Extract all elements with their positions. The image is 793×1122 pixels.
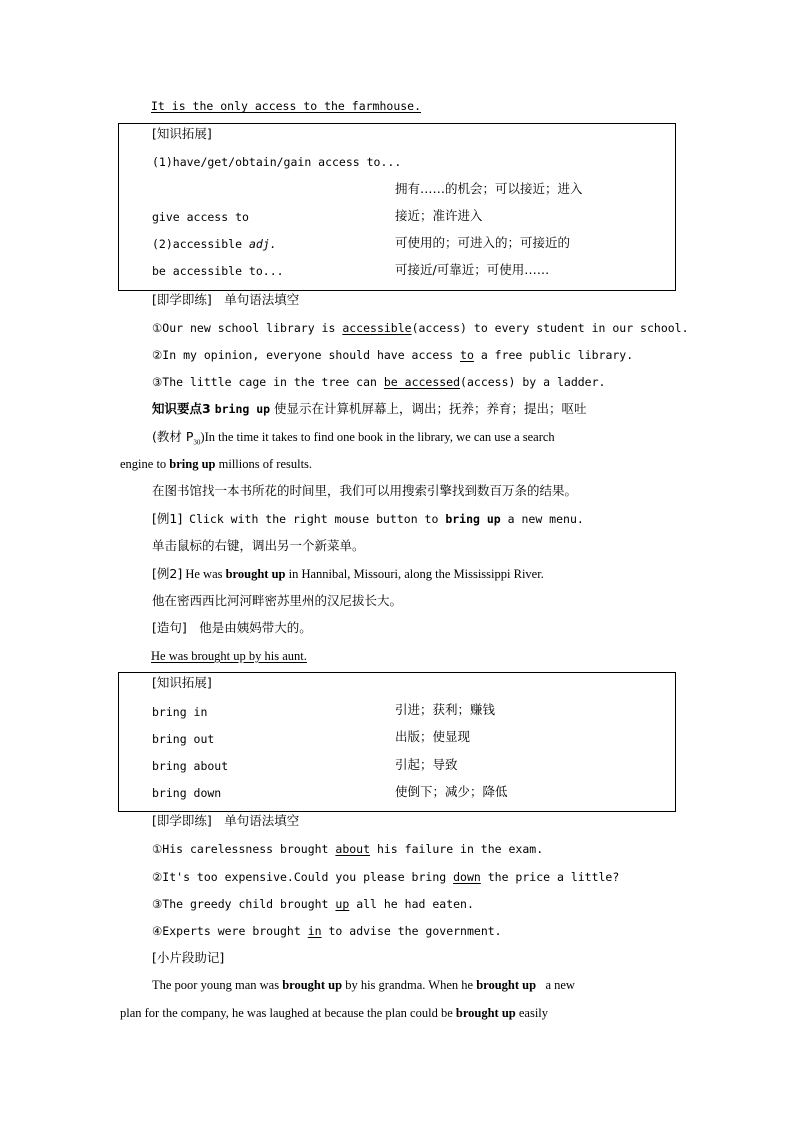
textbook-bold: bring up (169, 457, 216, 471)
item-text: ②It's too expensive.Could you please bring (152, 870, 454, 884)
item-answer: about (335, 842, 371, 856)
practice1-item-2 (152, 347, 633, 363)
make-sentence-answer: He was brought up by his aunt. (151, 649, 307, 663)
item-text: ③The little cage in the tree can (152, 375, 384, 389)
point-meaning: 使显示在计算机屏幕上，调出；抚养；养育；提出；呕吐 (270, 401, 587, 416)
example-bold: brought up (225, 567, 286, 581)
example-2 (152, 566, 544, 582)
box1-row3-right: 接近；准许进入 (395, 208, 483, 223)
textbook-page: 30 (193, 438, 201, 447)
memory-text: The poor young man was (152, 978, 283, 992)
memory-line-2 (120, 1005, 548, 1021)
practice1-heading: [即学即练] 单句语法填空 (152, 292, 300, 307)
textbook-text: In the time it takes to find one book in the library, we can use a search (204, 430, 555, 444)
example-1 (152, 511, 584, 527)
box1-row4-word: (2)accessible (152, 237, 249, 251)
item-answer: to (460, 348, 474, 362)
item-text: (access) by a ladder. (460, 375, 606, 389)
textbook-translation: 在图书馆找一本书所花的时间里，我们可以用搜索引擎找到数百万条的结果。 (152, 483, 578, 498)
textbook-line-2 (120, 456, 312, 472)
box1-row4-right: 可使用的；可进入的；可接近的 (395, 235, 571, 250)
item-answer: in (307, 924, 322, 938)
practice2-item-1 (152, 841, 543, 857)
answer-sentence-access: It is the only access to the farmhouse. (151, 99, 422, 113)
memory-heading: [小片段助记] (152, 950, 225, 965)
memory-line-1 (152, 977, 575, 993)
item-text: ②In my opinion, everyone should have access (152, 348, 461, 362)
example-1-translation: 单击鼠标的右键，调出另一个新菜单。 (152, 538, 365, 553)
box2-row1-right: 引进；获利；赚钱 (395, 702, 496, 717)
memory-bold: brought up (282, 978, 343, 992)
item-answer: down (453, 870, 481, 884)
box1-row3-left: give access to (152, 210, 249, 224)
box1-title: [知识拓展] (152, 126, 212, 141)
practice2-heading: [即学即练] 单句语法填空 (152, 813, 300, 828)
box1-row5-left: be accessible to... (152, 264, 284, 278)
make-sentence (152, 620, 312, 636)
memory-text: a new (536, 978, 575, 992)
practice2-item-3 (152, 896, 474, 912)
example-label: [例1] (152, 511, 183, 526)
box1-row1-left: (1)have/get/obtain/gain access to... (152, 155, 402, 169)
box2-row1-left: bring in (152, 705, 208, 719)
practice2-item-2 (152, 869, 619, 885)
box2-row2-right: 出版；使显现 (395, 729, 471, 744)
box2-row2-left: bring out (152, 732, 215, 746)
textbook-text: millions of results. (215, 457, 313, 471)
example-text: He was (182, 567, 226, 581)
memory-text: easily (515, 1006, 549, 1020)
item-answer: accessible (342, 321, 412, 335)
item-answer: be accessed (383, 375, 461, 389)
box2-row3-right: 引起；导致 (395, 757, 458, 772)
memory-text: by his grandma. When he (342, 978, 477, 992)
box1-row4-left (152, 236, 277, 252)
textbook-text: engine to (120, 457, 170, 471)
point-label: 知识要点3 (152, 401, 211, 416)
example-text: a new menu. (500, 512, 584, 526)
box1-row4-pos: adj. (248, 237, 277, 251)
item-text: a free public library. (473, 348, 634, 362)
practice1-item-1 (152, 320, 689, 336)
box2-row3-left: bring about (152, 759, 229, 773)
memory-text: plan for the company, he was laughed at because the plan could be (120, 1006, 456, 1020)
item-text: ④Experts were brought (152, 924, 308, 938)
example-2-translation: 他在密西西比河河畔密苏里州的汉尼拔长大。 (152, 593, 403, 608)
item-text: all he had eaten. (349, 897, 474, 911)
textbook-ref-close: ) (200, 430, 205, 444)
practice2-item-4 (152, 923, 502, 939)
example-bold: bring up (445, 512, 501, 526)
knowledge-point-3 (152, 401, 587, 417)
practice1-item-3 (152, 374, 605, 390)
item-text: his failure in the exam. (370, 842, 544, 856)
box1-row5-right: 可接近/可靠近；可使用…… (395, 262, 550, 277)
item-text: ①His carelessness brought (152, 842, 336, 856)
box2-title: [知识拓展] (152, 675, 212, 690)
example-text: Click with the right mouse button to (182, 512, 446, 526)
make-sentence-label: [造句] (152, 620, 187, 635)
box2-row4-right: 使倒下；减少；降低 (395, 784, 508, 799)
example-label: [例2] (152, 566, 183, 581)
make-sentence-prompt: 他是由姨妈带大的。 (186, 620, 312, 635)
item-text: ③The greedy child brought (152, 897, 336, 911)
box2-row4-left: bring down (152, 786, 222, 800)
item-answer: up (335, 897, 350, 911)
memory-bold: brought up (476, 978, 537, 992)
textbook-line-1 (152, 429, 555, 451)
item-text: the price a little? (480, 870, 620, 884)
item-text: (access) to every student in our school. (411, 321, 689, 335)
item-text: ①Our new school library is (152, 321, 343, 335)
example-text: in Hannibal, Missouri, along the Mississippi River. (285, 567, 544, 581)
item-text: to advise the government. (321, 924, 502, 938)
textbook-ref: (教材 P (152, 429, 194, 444)
point-term: bring up (214, 402, 271, 416)
box1-row2-right: 拥有……的机会；可以接近；进入 (395, 181, 583, 196)
memory-bold: brought up (455, 1006, 516, 1020)
